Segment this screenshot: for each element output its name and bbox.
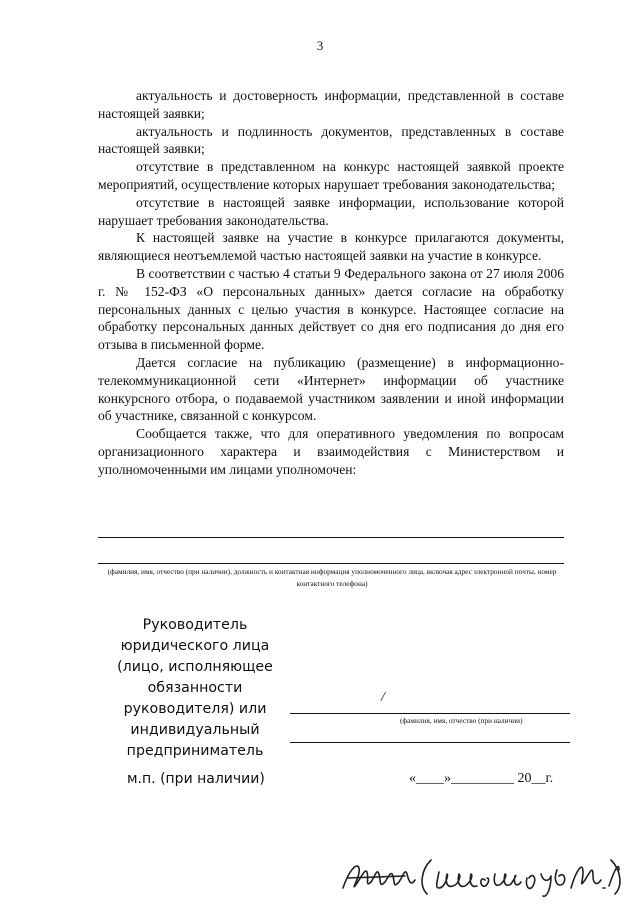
signature-separator: / [381, 690, 385, 705]
paragraph: отсутствие в представленном на конкурс настоящей заявкой проекте мероприятий, осуществление которых нарушает требования законодательства; [98, 159, 564, 192]
paragraph: актуальность и подлинность документов, представленных в составе настоящей заявки; [98, 123, 564, 157]
authorized-person-caption: (фамилия, имя, отчество (при наличии), должность и контактная информация уполномоченного лица, включая адрес электронной почты, номер контактного телефона) [107, 567, 557, 588]
handwritten-signature [335, 848, 625, 898]
name-caption: (фамилия, имя, отчество (при наличии) [400, 716, 523, 725]
document-body [98, 87, 564, 479]
name-line [290, 742, 570, 743]
authorized-person-underline [98, 563, 564, 564]
paragraph: К настоящей заявке на участие в конкурсе прилагаются документы, являющиеся неотъемлемой частью настоящей заявки на участие в конкурсе. [98, 230, 564, 264]
paragraph: В соответствии с частью 4 статьи 9 Федерального закона от 27 июля 2006 г. № 152-ФЗ «О персональных данных» дается согласие на обработку персональных данных с целью участия в конкурсе. Настоящее согласие на обработку персональных данных действует со дня его подписания до дня его отзыва в письменной форме. [98, 265, 564, 353]
paragraph: актуальность и достоверность информации, представленной в составе настоящей заявки; [98, 88, 564, 121]
date-field: «____»_________ 20__г. [409, 771, 554, 786]
stamp-label: м.п. (при наличии) [127, 771, 265, 787]
authorized-person-blank-line [98, 537, 564, 538]
paragraph: Дается согласие на публикацию (размещение) в информационно-телекоммуникационной сети «Интернет» информации об участнике конкурсного отбора, о подаваемой участником заявлении и иной информации об участнике, связанной с конкурсом. [98, 354, 564, 424]
signer-label: Руководитель юридического лица (лицо, исполняющее обязанности руководителя) или индивидуальный предприниматель [117, 617, 273, 759]
page-number: 3 [316, 38, 324, 53]
paragraph: отсутствие в настоящей заявке информации, использование которой нарушает требования законодательства. [98, 194, 564, 228]
signature-line [290, 713, 570, 714]
paragraph: Сообщается также, что для оперативного уведомления по вопросам организационного характера и взаимодействия с Министерством и уполномоченными им лицами уполномочен: [98, 426, 564, 477]
